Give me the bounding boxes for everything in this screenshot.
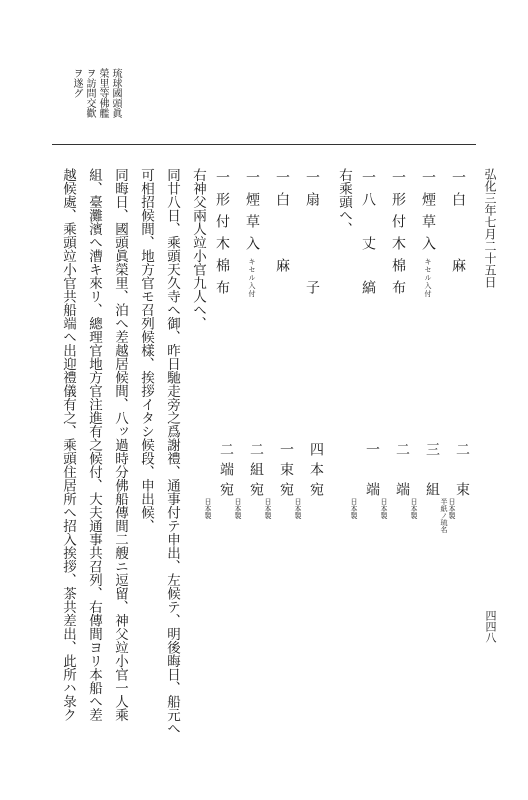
item-quantity: 二組宛: [248, 442, 264, 502]
header-note-line: 榮里等佛艦: [97, 68, 108, 118]
list-item: [350, 170, 386, 519]
item-name: 一八 丈 縞: [360, 170, 376, 302]
list-item: [380, 170, 416, 519]
item-annotation: キセル入付: [248, 258, 256, 298]
item-quantity: 三 組: [424, 442, 440, 502]
item-name: 一扇 子: [304, 170, 320, 302]
item-annotation: キセル入付: [424, 258, 432, 298]
header-rule: [52, 144, 476, 145]
item-quantity: 二 束: [454, 442, 470, 502]
item-origin: 日本製: [350, 498, 358, 519]
page-number: 四四八: [484, 610, 497, 643]
item-quantity: 四本宛: [308, 442, 324, 502]
item-name: 一白 麻: [450, 170, 466, 280]
item-name: 一形付木棉布: [390, 170, 406, 302]
item-origin: 日本製: [234, 498, 242, 519]
item-name: 一煙草入キセル入付: [420, 170, 436, 298]
item-origin: 日本製: [410, 498, 418, 519]
item-name: 一煙草入キセル入付: [244, 170, 260, 298]
body-line: 組、臺灘濱へ漕キ來リ、總理官地方官注進有之候付、大夫通事共召列、右傳間ヨリ本船へ差: [86, 168, 102, 722]
item-quantity: 二 端: [394, 442, 410, 502]
item-origin: 日本製: [294, 498, 302, 519]
body-line: 越候處、乘頭竝小官共船端へ出迎禮儀有之、乘頭住居所へ招入挨拶、茶共差出、此所ハ彔ク: [60, 168, 76, 722]
item-origin: 日本製: [204, 498, 212, 519]
body-line: 同廿八日、乘頭天久寺へ御、昨日馳走旁之爲謝禮、通事付テ申出、左候テ、明後晦日、船元へ: [164, 168, 180, 735]
item-quantity: 一 端: [364, 442, 380, 502]
header-note-line: 琉球國頭眞: [110, 68, 121, 118]
list-item: [204, 170, 240, 519]
item-quantity: 二端宛: [218, 442, 234, 502]
header-note-line: ヲ遂グ: [71, 68, 82, 98]
list-item: [410, 170, 446, 519]
body-line: 可相招候間、地方官モ召列候樣、挨拶イタシ候段、申出候、: [138, 168, 154, 533]
list-item: [440, 170, 476, 533]
item-origin: 日本製: [380, 498, 388, 519]
section-heading: 右乘頭へ、: [336, 168, 352, 236]
list-item: [294, 170, 330, 519]
item-origin: 日本製 半紙ノ琉名: [440, 498, 456, 533]
body-line: 右神父兩人竝小官九人へ、: [190, 168, 206, 330]
date-line: 弘化三年七月二十五日: [483, 168, 497, 288]
item-name: 一形付木棉布: [214, 170, 230, 302]
body-line: 同晦日、國頭眞榮里、泊へ差越居候間、八ッ過時分佛船傳間二艘ニ逗留、神父竝小官一人乘: [112, 168, 128, 722]
header-notes: [70, 68, 122, 128]
list-item: [234, 170, 270, 519]
header-note-line: ヲ訪問交歡: [84, 68, 95, 118]
list-item: [264, 170, 300, 519]
item-quantity: 一束宛: [278, 442, 294, 502]
item-origin: 日本製: [264, 498, 272, 519]
item-name: 一白 麻: [274, 170, 290, 280]
